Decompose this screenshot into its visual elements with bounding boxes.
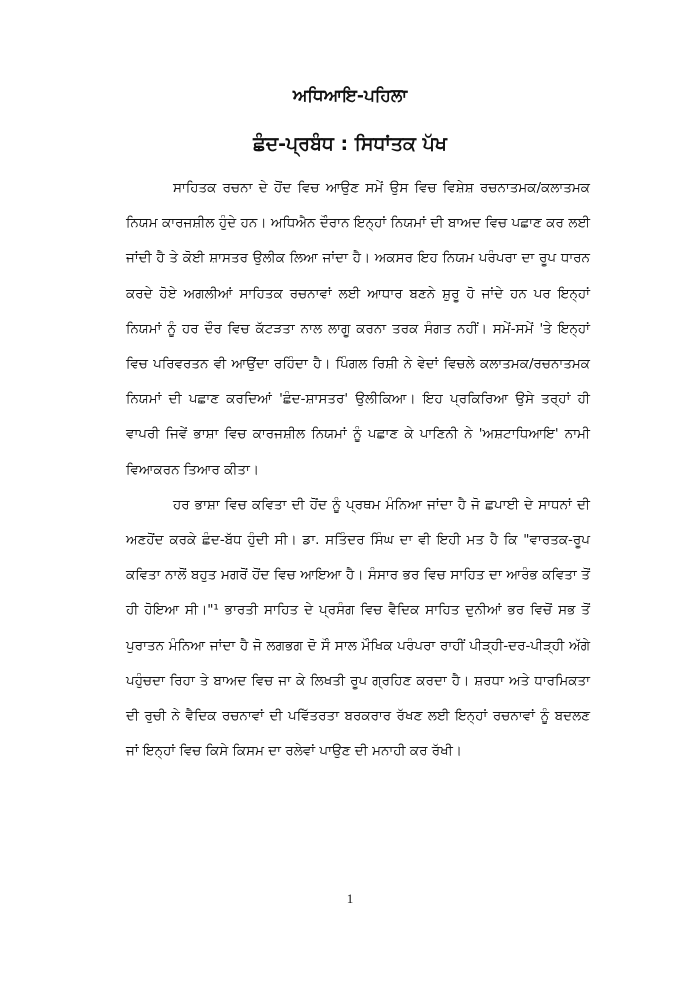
paragraph-2: ਹਰ ਭਾਸ਼ਾ ਵਿਚ ਕਵਿਤਾ ਦੀ ਹੋਂਦ ਨੂੰ ਪ੍ਰਥਮ ਮੰਨਿਆ ਜਾਂਦਾ ਹੈ ਜੋ ਛਪਾਈ ਦੇ ਸਾਧਨਾਂ ਦੀ ਅਣਹੋਂਦ ਕਰਕੇ ਛੰਦ-ਬੱਧ ਹੁੰਦੀ ਸੀ। ਡਾ. ਸਤਿੰਦਰ ਸਿੰਘ ਦਾ ਵੀ ਇਹੀ ਮਤ ਹੈ ਕਿ "ਵਾਰਤਕ-ਰੂਪ ਕਵਿਤਾ ਨਾਲੋਂ ਬਹੁਤ ਮਗਰੋਂ ਹੋਂਦ ਵਿਚ ਆਇਆ ਹੈ। ਸੰਸਾਰ ਭਰ ਵਿਚ ਸਾਹਿਤ ਦਾ ਆਰੰਭ ਕਵਿਤਾ ਤੋਂ ਹੀ ਹੋਇਆ ਸੀ।"¹ ਭਾਰਤੀ ਸਾਹਿਤ ਦੇ ਪ੍ਰਸੰਗ ਵਿਚ ਵੈਦਿਕ ਸਾਹਿਤ ਦੁਨੀਆਂ ਭਰ ਵਿਚੋਂ ਸਭ ਤੋਂ ਪੁਰਾਤਨ ਮੰਨਿਆ ਜਾਂਦਾ ਹੈ ਜੋ ਲਗਭਗ ਦੋ ਸੌ ਸਾਲ ਮੌਖਿਕ ਪਰੰਪਰਾ ਰਾਹੀਂ ਪੀੜ੍ਹੀ-ਦਰ-ਪੀੜ੍ਹੀ ਅੱਗੇ ਪਹੁੰਚਦਾ ਰਿਹਾ ਤੇ ਬਾਅਦ ਵਿਚ ਜਾ ਕੇ ਲਿਖਤੀ ਰੂਪ ਗ੍ਰਹਿਣ ਕਰਦਾ ਹੈ। ਸ਼ਰਧਾ ਅਤੇ ਧਾਰਮਿਕਤਾ ਦੀ ਰੁਚੀ ਨੇ ਵੈਦਿਕ ਰਚਨਾਵਾਂ ਦੀ ਪਵਿੱਤਰਤਾ ਬਰਕਰਾਰ ਰੱਖਣ ਲਈ ਇਨ੍ਹਾਂ ਰਚਨਾਵਾਂ ਨੂੰ ਬਦਲਣ ਜਾਂ ਇਨ੍ਹਾਂ ਵਿਚ ਕਿਸੇ ਕਿਸਮ ਦਾ ਰਲੇਵਾਂ ਪਾਉਣ ਦੀ ਮਨਾਹੀ ਕਰ ਰੱਖੀ। [126, 496, 590, 760]
chapter-title: ਛੰਦ-ਪ੍ਰਬੰਧ : ਸਿਧਾਂਤਕ ਪੱਖ [253, 133, 447, 155]
paragraph-1: ਸਾਹਿਤਕ ਰਚਨਾ ਦੇ ਹੋਂਦ ਵਿਚ ਆਉਣ ਸਮੇਂ ਉਸ ਵਿਚ ਵਿਸ਼ੇਸ਼ ਰਚਨਾਤਮਕ/ਕਲਾਤਮਕ ਨਿਯਮ ਕਾਰਜਸ਼ੀਲ ਹੁੰਦੇ ਹਨ। ਅਧਿਐਨ ਦੌਰਾਨ ਇਨ੍ਹਾਂ ਨਿਯਮਾਂ ਦੀ ਬਾਅਦ ਵਿਚ ਪਛਾਣ ਕਰ ਲਈ ਜਾਂਦੀ ਹੈ ਤੇ ਕੋਈ ਸ਼ਾਸਤਰ ਉਲੀਕ ਲਿਆ ਜਾਂਦਾ ਹੈ। ਅਕਸਰ ਇਹ ਨਿਯਮ ਪਰੰਪਰਾ ਦਾ ਰੂਪ ਧਾਰਨ ਕਰਦੇ ਹੋਏ ਅਗਲੀਆਂ ਸਾਹਿਤਕ ਰਚਨਾਵਾਂ ਲਈ ਆਧਾਰ ਬਣਨੇ ਸ਼ੁਰੂ ਹੋ ਜਾਂਦੇ ਹਨ ਪਰ ਇਨ੍ਹਾਂ ਨਿਯਮਾਂ ਨੂੰ ਹਰ ਦੌਰ ਵਿਚ ਕੱਟੜਤਾ ਨਾਲ ਲਾਗੂ ਕਰਨਾ ਤਰਕ ਸੰਗਤ ਨਹੀਂ। ਸਮੇਂ-ਸਮੇਂ 'ਤੇ ਇਨ੍ਹਾਂ ਵਿਚ ਪਰਿਵਰਤਨ ਵੀ ਆਉਂਦਾ ਰਹਿੰਦਾ ਹੈ। ਪਿੰਗਲ ਰਿਸ਼ੀ ਨੇ ਵੇਦਾਂ ਵਿਚਲੇ ਕਲਾਤਮਕ/ਰਚਨਾਤਮਕ ਨਿਯਮਾਂ ਦੀ ਪਛਾਣ ਕਰਦਿਆਂ 'ਛੰਦ-ਸ਼ਾਸਤਰ' ਉਲੀਕਿਆ। ਇਹ ਪ੍ਰਕਿਰਿਆ ਉਸੇ ਤਰ੍ਹਾਂ ਹੀ ਵਾਪਰੀ ਜਿਵੇਂ ਭਾਸ਼ਾ ਵਿਚ ਕਾਰਜਸ਼ੀਲ ਨਿਯਮਾਂ ਨੂੰ ਪਛਾਣ ਕੇ ਪਾਣਿਨੀ ਨੇ 'ਅਸ਼ਟਾਧਿਆਇ' ਨਾਮੀ ਵਿਆਕਰਨ ਤਿਆਰ ਕੀਤਾ। [126, 180, 590, 478]
chapter-label: ਅਧਿਆਇ-ਪਹਿਲਾ [292, 86, 408, 106]
body-text [126, 171, 590, 769]
page-number: 1 [346, 891, 354, 906]
